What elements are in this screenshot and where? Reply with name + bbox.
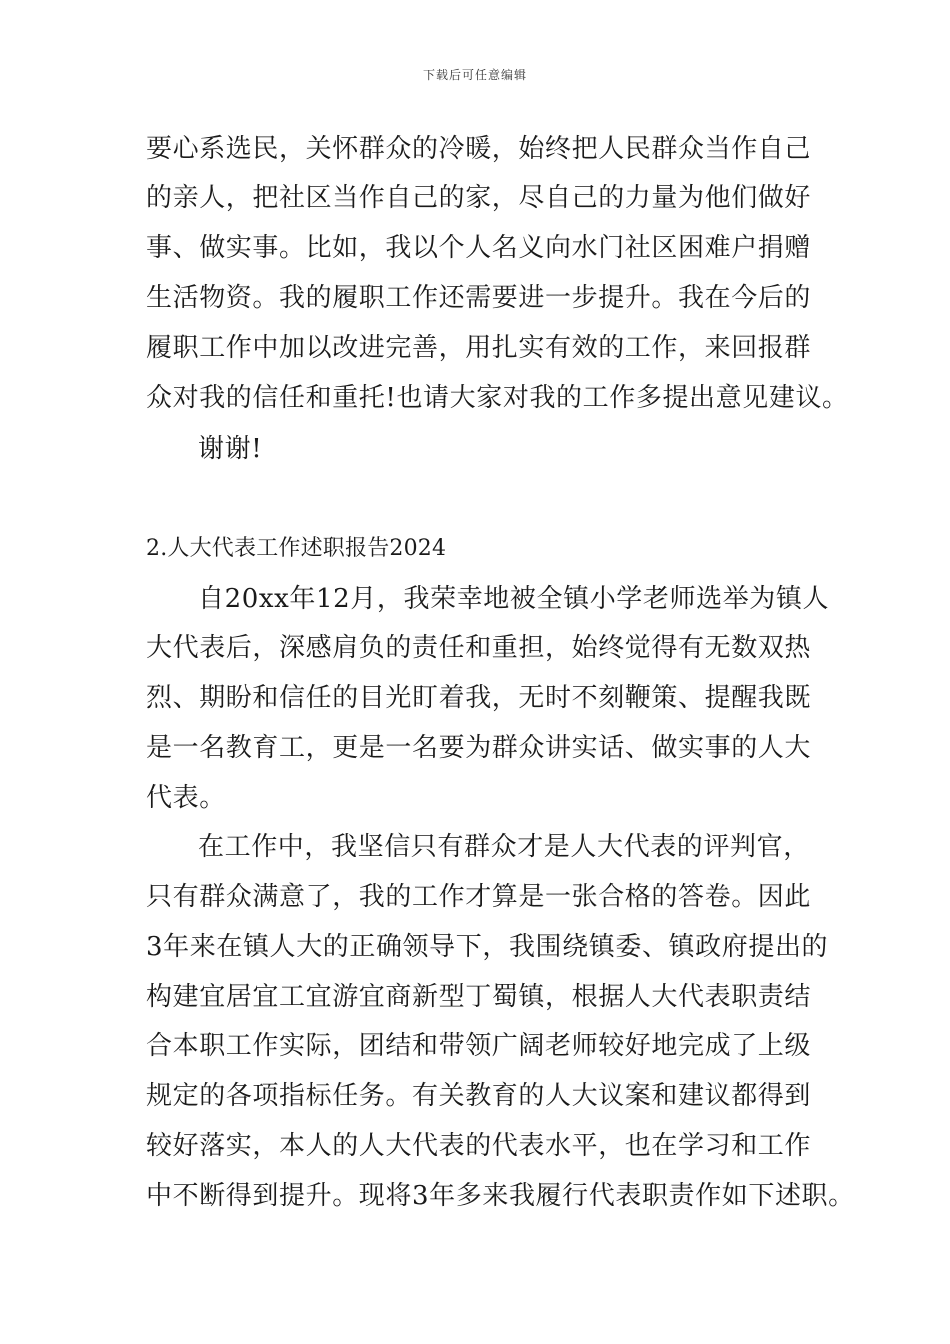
text-line: 构建宜居宜工宜游宜商新型丁蜀镇，根据人大代表职责结 (146, 982, 812, 1012)
closing-line: 谢谢! (198, 434, 263, 464)
text-line: 烈、期盼和信任的目光盯着我，无时不刻鞭策、提醒我既 (146, 683, 812, 713)
text-line: 事、做实事。比如，我以个人名义向水门社区困难户捐赠 (146, 233, 812, 263)
text-line: 3年来在镇人大的正确领导下，我围绕镇委、镇政府提出的 (146, 932, 829, 962)
text-line: 只有群众满意了，我的工作才算是一张合格的答卷。因此 (146, 882, 812, 912)
section-heading: 2.人大代表工作述职报告2024 (146, 536, 447, 561)
text-line: 中不断得到提升。现将3年多来我履行代表职责作如下述职。 (146, 1181, 855, 1211)
text-line: 代表。 (146, 783, 226, 813)
page-header: 下载后可任意编辑 (422, 68, 527, 82)
text-line: 的亲人，把社区当作自己的家，尽自己的力量为他们做好 (146, 183, 812, 213)
text-line: 大代表后，深感肩负的责任和重担，始终觉得有无数双热 (146, 633, 812, 663)
text-line: 是一名教育工，更是一名要为群众讲实话、做实事的人大 (146, 733, 812, 763)
text-line: 履职工作中加以改进完善，用扎实有效的工作，来回报群 (146, 333, 812, 363)
text-line: 要心系选民，关怀群众的冷暖，始终把人民群众当作自己 (146, 134, 812, 164)
text-line: 生活物资。我的履职工作还需要进一步提升。我在今后的 (146, 283, 812, 313)
text-line: 自20xx年12月，我荣幸地被全镇小学老师选举为镇人 (198, 584, 830, 614)
text-line: 众对我的信任和重托!也请大家对我的工作多提出意见建议。 (146, 383, 849, 413)
text-line: 较好落实，本人的人大代表的代表水平，也在学习和工作 (146, 1131, 812, 1161)
text-line: 合本职工作实际，团结和带领广阔老师较好地完成了上级 (146, 1031, 812, 1061)
text-line: 在工作中，我坚信只有群众才是人大代表的评判官， (198, 832, 810, 862)
text-line: 规定的各项指标任务。有关教育的人大议案和建议都得到 (146, 1081, 812, 1111)
